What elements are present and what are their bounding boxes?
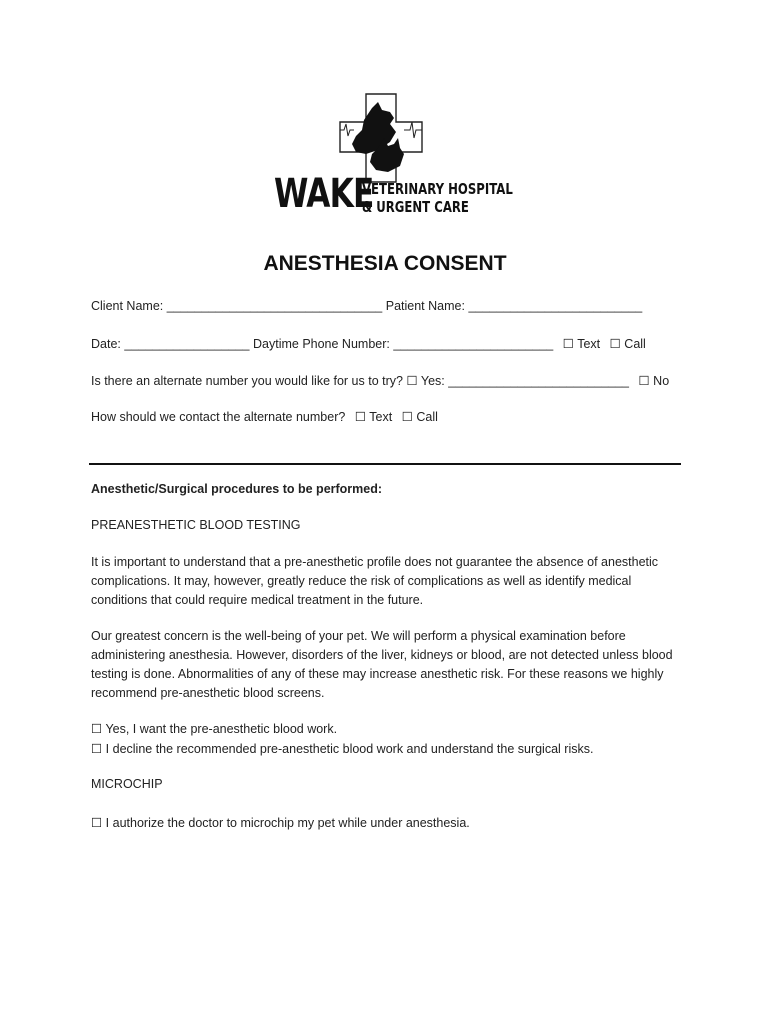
- logo-wake-text: WAKE: [274, 171, 374, 217]
- microchip-heading: MICROCHIP: [91, 777, 163, 791]
- hospital-logo: [270, 92, 513, 222]
- client-patient-row: [91, 299, 642, 313]
- patient-name-field[interactable]: _________________________: [468, 299, 643, 313]
- date-field[interactable]: __________________: [124, 337, 250, 351]
- phone-text-checkbox[interactable]: ☐ Text: [562, 337, 601, 351]
- client-name-label: Client Name:: [91, 299, 164, 313]
- alternate-number-row: [91, 373, 669, 388]
- contact-method-row: [91, 409, 438, 424]
- date-label: Date:: [91, 337, 121, 351]
- alternate-number-question[interactable]: Is there an alternate number you would like for us to try? ☐ Yes:: [91, 374, 445, 388]
- phone-field[interactable]: _______________________: [393, 337, 554, 351]
- date-phone-row: [91, 336, 646, 351]
- blood-testing-paragraph-1: It is important to understand that a pre-anesthetic profile does not guarantee the absence of anesthetic complications. It may, however, greatly reduce the risk of complications as well as identify medical conditions that could require medical treatment in the future.: [91, 555, 659, 607]
- blood-testing-heading: PREANESTHETIC BLOOD TESTING: [91, 518, 301, 532]
- contact-method-question: How should we contact the alternate number?: [91, 410, 346, 424]
- blood-work-yes-checkbox[interactable]: ☐ Yes, I want the pre-anesthetic blood work.: [91, 722, 338, 736]
- logo-tagline-2: & URGENT CARE: [362, 198, 469, 216]
- blood-work-decline-checkbox[interactable]: ☐ I decline the recommended pre-anesthetic blood work and understand the surgical risks.: [91, 742, 594, 756]
- section-divider: [89, 463, 681, 465]
- microchip-authorize-checkbox[interactable]: ☐ I authorize the doctor to microchip my pet while under anesthesia.: [91, 816, 470, 830]
- form-title: ANESTHESIA CONSENT: [263, 252, 507, 275]
- blood-testing-paragraph-2: Our greatest concern is the well-being of your pet. We will perform a physical examination before administering anesthesia. However, disorders of the liver, kidneys or blood, are not detected unless blood testing is done. Abnormalities of any of these may increase anesthetic risk. For these reasons we highly recommend pre-anesthetic blood screens.: [91, 629, 673, 700]
- alternate-number-field[interactable]: __________________________: [448, 374, 629, 388]
- phone-label: Daytime Phone Number:: [253, 337, 390, 351]
- client-name-field[interactable]: _______________________________: [166, 299, 383, 313]
- contact-call-checkbox[interactable]: ☐ Call: [401, 410, 438, 424]
- contact-text-checkbox[interactable]: ☐ Text: [354, 410, 393, 424]
- alternate-no-checkbox[interactable]: ☐ No: [638, 374, 670, 388]
- phone-call-checkbox[interactable]: ☐ Call: [609, 337, 646, 351]
- patient-name-label: Patient Name:: [385, 299, 465, 313]
- logo-tagline-1: VETERINARY HOSPITAL: [362, 180, 513, 198]
- procedures-heading: Anesthetic/Surgical procedures to be performed:: [91, 482, 383, 496]
